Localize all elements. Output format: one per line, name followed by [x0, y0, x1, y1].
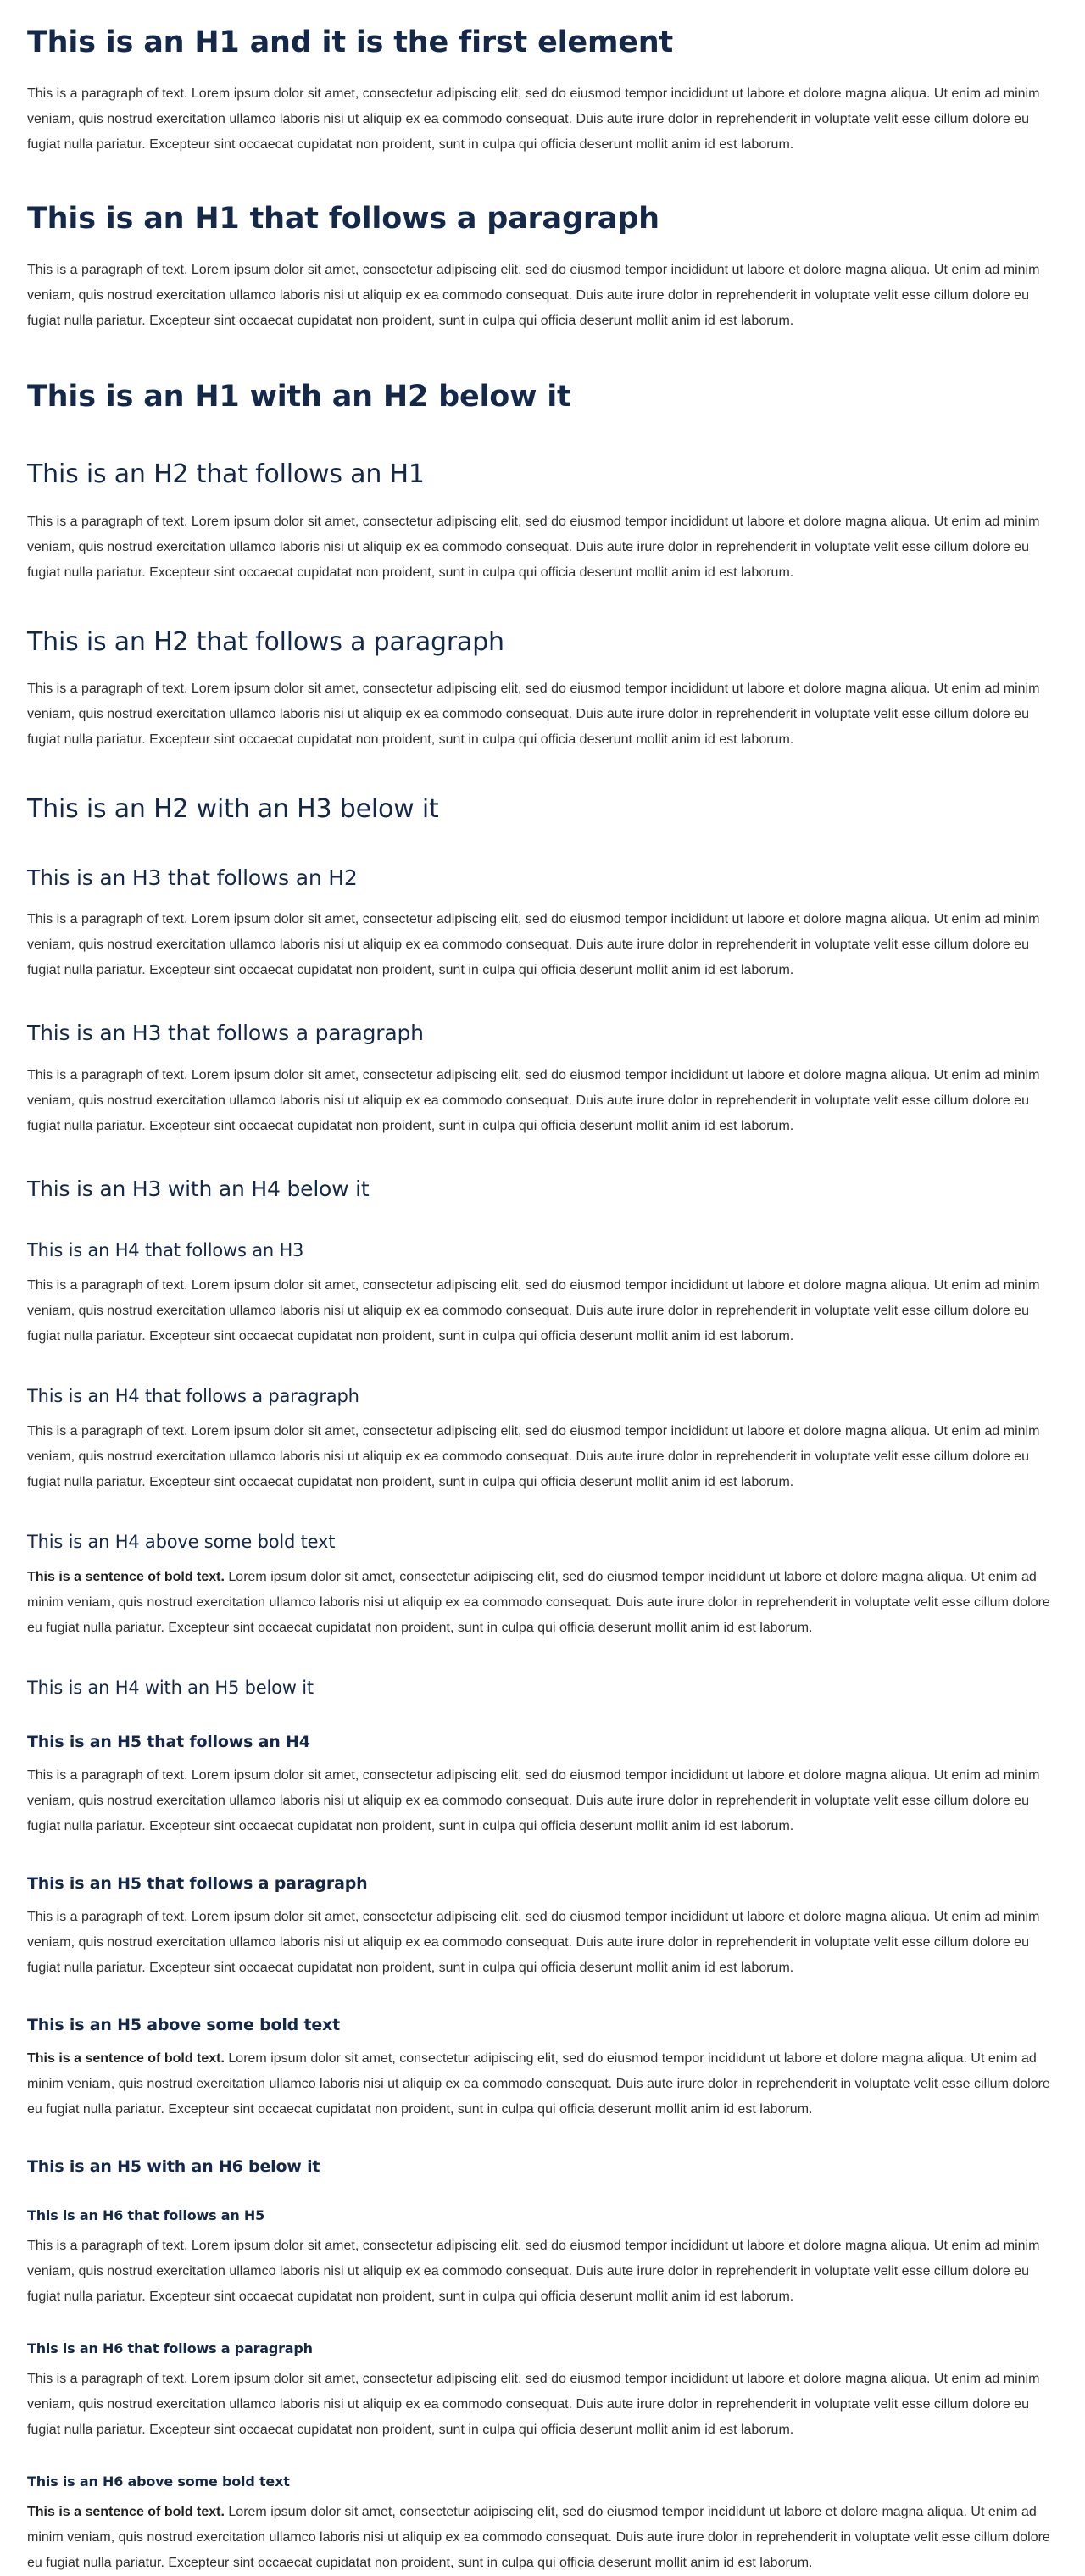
paragraph	[27, 2367, 1061, 2443]
paragraph-lead: This is a paragraph of text.	[27, 1768, 188, 1783]
heading-h6-after-paragraph: This is an H6 that follows a paragraph	[27, 2340, 313, 2356]
paragraph-lead: This is a paragraph of text.	[27, 912, 188, 926]
heading-h2-with-h3: This is an H2 with an H3 below it	[27, 794, 439, 824]
paragraph-body: Lorem ipsum dolor sit amet, consectetur adipiscing elit, sed do eiusmod tempor incididunt ut labore et dolore magna aliqua. Ut enim ad minim veniam, quis nostrud exercitation ullamco laboris nisi ut aliquip ex ea commodo consequat. Duis aute irure dolor in reprehenderit in voluptate velit esse cillum dolore eu fugiat nulla pariatur. Excepteur sint occaecat cupidatat non proident, sunt in culpa qui officia deserunt mollit anim id est laborum.	[27, 912, 1040, 977]
paragraph	[27, 258, 1061, 334]
heading-h1-with-h2: This is an H1 with an H2 below it	[27, 380, 571, 414]
paragraph-body: Lorem ipsum dolor sit amet, consectetur adipiscing elit, sed do eiusmod tempor incididunt ut labore et dolore magna aliqua. Ut enim ad minim veniam, quis nostrud exercitation ullamco laboris nisi ut aliquip ex ea commodo consequat. Duis aute irure dolor in reprehenderit in voluptate velit esse cillum dolore eu fugiat nulla pariatur. Excepteur sint occaecat cupidatat non proident, sunt in culpa qui officia deserunt mollit anim id est laborum.	[27, 1068, 1040, 1133]
paragraph	[27, 1273, 1061, 1349]
paragraph-body: Lorem ipsum dolor sit amet, consectetur adipiscing elit, sed do eiusmod tempor incididunt ut labore et dolore magna aliqua. Ut enim ad minim veniam, quis nostrud exercitation ullamco laboris nisi ut aliquip ex ea commodo consequat. Duis aute irure dolor in reprehenderit in voluptate velit esse cillum dolore eu fugiat nulla pariatur. Excepteur sint occaecat cupidatat non proident, sunt in culpa qui officia deserunt mollit anim id est laborum.	[27, 1278, 1040, 1344]
bold-sentence: This is a sentence of bold text.	[27, 2505, 225, 2519]
heading-h3-after-paragraph: This is an H3 that follows a paragraph	[27, 1021, 424, 1045]
heading-h6-after-h5: This is an H6 that follows an H5	[27, 2207, 265, 2223]
paragraph-body: Lorem ipsum dolor sit amet, consectetur adipiscing elit, sed do eiusmod tempor incididunt ut labore et dolore magna aliqua. Ut enim ad minim veniam, quis nostrud exercitation ullamco laboris nisi ut aliquip ex ea commodo consequat. Duis aute irure dolor in reprehenderit in voluptate velit esse cillum dolore eu fugiat nulla pariatur. Excepteur sint occaecat cupidatat non proident, sunt in culpa qui officia deserunt mollit anim id est laborum.	[27, 263, 1040, 328]
paragraph-body: Lorem ipsum dolor sit amet, consectetur adipiscing elit, sed do eiusmod tempor incididunt ut labore et dolore magna aliqua. Ut enim ad minim veniam, quis nostrud exercitation ullamco laboris nisi ut aliquip ex ea commodo consequat. Duis aute irure dolor in reprehenderit in voluptate velit esse cillum dolore eu fugiat nulla pariatur. Excepteur sint occaecat cupidatat non proident, sunt in culpa qui officia deserunt mollit anim id est laborum.	[27, 2372, 1040, 2437]
paragraph	[27, 1763, 1061, 1839]
heading-h4-after-h3: This is an H4 that follows an H3	[27, 1240, 304, 1260]
paragraph-lead: This is a paragraph of text.	[27, 2239, 188, 2253]
heading-h5-with-h6: This is an H5 with an H6 below it	[27, 2157, 320, 2176]
paragraph-bold	[27, 2046, 1061, 2123]
paragraph-lead: This is a paragraph of text.	[27, 2372, 188, 2386]
heading-h3-after-h2: This is an H3 that follows an H2	[27, 865, 358, 890]
paragraph-lead: This is a paragraph of text.	[27, 86, 188, 101]
heading-h4-above-bold: This is an H4 above some bold text	[27, 1532, 336, 1552]
paragraph	[27, 2234, 1061, 2310]
heading-h3-with-h4: This is an H3 with an H4 below it	[27, 1177, 370, 1201]
paragraph-body: Lorem ipsum dolor sit amet, consectetur adipiscing elit, sed do eiusmod tempor incididunt ut labore et dolore magna aliqua. Ut enim ad minim veniam, quis nostrud exercitation ullamco laboris nisi ut aliquip ex ea commodo consequat. Duis aute irure dolor in reprehenderit in voluptate velit esse cillum dolore eu fugiat nulla pariatur. Excepteur sint occaecat cupidatat non proident, sunt in culpa qui officia deserunt mollit anim id est laborum.	[27, 2051, 1050, 2117]
paragraph-body: Lorem ipsum dolor sit amet, consectetur adipiscing elit, sed do eiusmod tempor incididunt ut labore et dolore magna aliqua. Ut enim ad minim veniam, quis nostrud exercitation ullamco laboris nisi ut aliquip ex ea commodo consequat. Duis aute irure dolor in reprehenderit in voluptate velit esse cillum dolore eu fugiat nulla pariatur. Excepteur sint occaecat cupidatat non proident, sunt in culpa qui officia deserunt mollit anim id est laborum.	[27, 86, 1040, 152]
paragraph	[27, 1419, 1061, 1495]
bold-sentence: This is a sentence of bold text.	[27, 1570, 225, 1584]
heading-h4-after-paragraph: This is an H4 that follows a paragraph	[27, 1386, 359, 1406]
paragraph-body: Lorem ipsum dolor sit amet, consectetur adipiscing elit, sed do eiusmod tempor incididunt ut labore et dolore magna aliqua. Ut enim ad minim veniam, quis nostrud exercitation ullamco laboris nisi ut aliquip ex ea commodo consequat. Duis aute irure dolor in reprehenderit in voluptate velit esse cillum dolore eu fugiat nulla pariatur. Excepteur sint occaecat cupidatat non proident, sunt in culpa qui officia deserunt mollit anim id est laborum.	[27, 515, 1040, 580]
heading-h5-after-h4: This is an H5 that follows an H4	[27, 1733, 310, 1751]
paragraph	[27, 509, 1061, 586]
heading-h5-after-paragraph: This is an H5 that follows a paragraph	[27, 1874, 368, 1893]
paragraph-body: Lorem ipsum dolor sit amet, consectetur adipiscing elit, sed do eiusmod tempor incididunt ut labore et dolore magna aliqua. Ut enim ad minim veniam, quis nostrud exercitation ullamco laboris nisi ut aliquip ex ea commodo consequat. Duis aute irure dolor in reprehenderit in voluptate velit esse cillum dolore eu fugiat nulla pariatur. Excepteur sint occaecat cupidatat non proident, sunt in culpa qui officia deserunt mollit anim id est laborum.	[27, 2505, 1050, 2570]
bold-sentence: This is a sentence of bold text.	[27, 2051, 225, 2066]
paragraph	[27, 81, 1061, 158]
paragraph-lead: This is a paragraph of text.	[27, 263, 188, 277]
heading-h2-after-h1: This is an H2 that follows an H1	[27, 459, 425, 489]
heading-h6-above-bold: This is an H6 above some bold text	[27, 2473, 290, 2490]
paragraph	[27, 1905, 1061, 1981]
paragraph-bold	[27, 1565, 1061, 1641]
heading-h4-with-h5: This is an H4 with an H5 below it	[27, 1677, 314, 1698]
heading-h1-first: This is an H1 and it is the first element	[27, 25, 674, 59]
paragraph-lead: This is a paragraph of text.	[27, 682, 188, 696]
paragraph-body: Lorem ipsum dolor sit amet, consectetur adipiscing elit, sed do eiusmod tempor incididunt ut labore et dolore magna aliqua. Ut enim ad minim veniam, quis nostrud exercitation ullamco laboris nisi ut aliquip ex ea commodo consequat. Duis aute irure dolor in reprehenderit in voluptate velit esse cillum dolore eu fugiat nulla pariatur. Excepteur sint occaecat cupidatat non proident, sunt in culpa qui officia deserunt mollit anim id est laborum.	[27, 2239, 1040, 2304]
heading-h1-after-paragraph: This is an H1 that follows a paragraph	[27, 202, 659, 236]
heading-h5-above-bold: This is an H5 above some bold text	[27, 2016, 340, 2034]
heading-h2-after-paragraph: This is an H2 that follows a paragraph	[27, 627, 504, 657]
paragraph-lead: This is a paragraph of text.	[27, 515, 188, 529]
paragraph-lead: This is a paragraph of text.	[27, 1278, 188, 1293]
paragraph	[27, 1063, 1061, 1139]
paragraph-body: Lorem ipsum dolor sit amet, consectetur adipiscing elit, sed do eiusmod tempor incididunt ut labore et dolore magna aliqua. Ut enim ad minim veniam, quis nostrud exercitation ullamco laboris nisi ut aliquip ex ea commodo consequat. Duis aute irure dolor in reprehenderit in voluptate velit esse cillum dolore eu fugiat nulla pariatur. Excepteur sint occaecat cupidatat non proident, sunt in culpa qui officia deserunt mollit anim id est laborum.	[27, 1424, 1040, 1489]
paragraph-body: Lorem ipsum dolor sit amet, consectetur adipiscing elit, sed do eiusmod tempor incididunt ut labore et dolore magna aliqua. Ut enim ad minim veniam, quis nostrud exercitation ullamco laboris nisi ut aliquip ex ea commodo consequat. Duis aute irure dolor in reprehenderit in voluptate velit esse cillum dolore eu fugiat nulla pariatur. Excepteur sint occaecat cupidatat non proident, sunt in culpa qui officia deserunt mollit anim id est laborum.	[27, 1910, 1040, 1975]
paragraph-body: Lorem ipsum dolor sit amet, consectetur adipiscing elit, sed do eiusmod tempor incididunt ut labore et dolore magna aliqua. Ut enim ad minim veniam, quis nostrud exercitation ullamco laboris nisi ut aliquip ex ea commodo consequat. Duis aute irure dolor in reprehenderit in voluptate velit esse cillum dolore eu fugiat nulla pariatur. Excepteur sint occaecat cupidatat non proident, sunt in culpa qui officia deserunt mollit anim id est laborum.	[27, 682, 1040, 747]
paragraph	[27, 907, 1061, 983]
paragraph-lead: This is a paragraph of text.	[27, 1068, 188, 1082]
paragraph-lead: This is a paragraph of text.	[27, 1424, 188, 1438]
paragraph	[27, 676, 1061, 753]
paragraph-bold	[27, 2500, 1061, 2576]
paragraph-lead: This is a paragraph of text.	[27, 1910, 188, 1924]
paragraph-body: Lorem ipsum dolor sit amet, consectetur adipiscing elit, sed do eiusmod tempor incididunt ut labore et dolore magna aliqua. Ut enim ad minim veniam, quis nostrud exercitation ullamco laboris nisi ut aliquip ex ea commodo consequat. Duis aute irure dolor in reprehenderit in voluptate velit esse cillum dolore eu fugiat nulla pariatur. Excepteur sint occaecat cupidatat non proident, sunt in culpa qui officia deserunt mollit anim id est laborum.	[27, 1570, 1050, 1635]
paragraph-body: Lorem ipsum dolor sit amet, consectetur adipiscing elit, sed do eiusmod tempor incididunt ut labore et dolore magna aliqua. Ut enim ad minim veniam, quis nostrud exercitation ullamco laboris nisi ut aliquip ex ea commodo consequat. Duis aute irure dolor in reprehenderit in voluptate velit esse cillum dolore eu fugiat nulla pariatur. Excepteur sint occaecat cupidatat non proident, sunt in culpa qui officia deserunt mollit anim id est laborum.	[27, 1768, 1040, 1833]
